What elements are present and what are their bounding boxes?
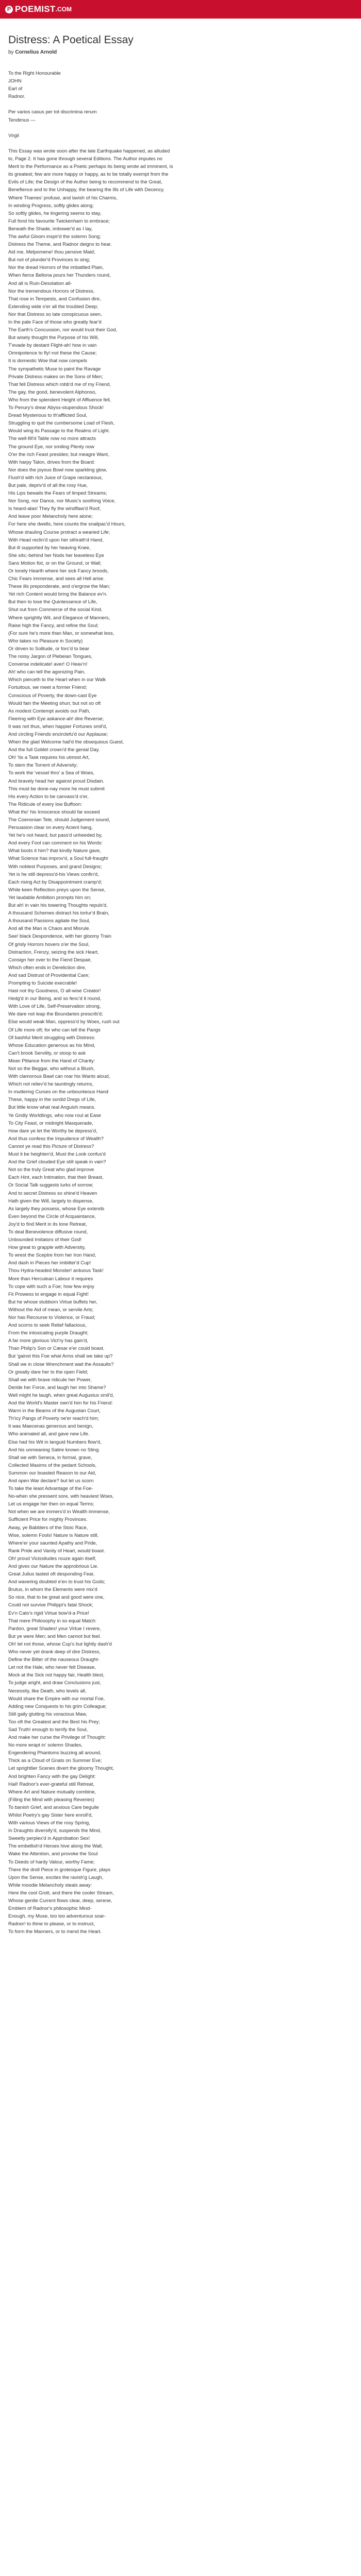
poem-line: Oh! proud Vicissitudes rouze again itself, xyxy=(8,1555,96,1562)
poem-line: Which pierceth to the Heart when in our Walk xyxy=(8,677,106,683)
poem-line: Rank Pride and Vanity of Heart, would boast. xyxy=(8,1548,105,1554)
poem-line: Let us engage her then on equal Terms; xyxy=(8,1501,94,1507)
poem-line: And bravely head her against proud Disdain. xyxy=(8,778,105,784)
poem-line: For here she dwells, here counts the snailpac'd Hours, xyxy=(8,521,126,528)
poem-line: Upon the Sense, excites the ravish'g Laugh, xyxy=(8,1874,104,1880)
poem-line: Without the Aid of mean, or servile Arts; xyxy=(8,1307,94,1313)
poem-line: Would wing its Passage to the Realms of Light. xyxy=(8,428,110,434)
poem-line: Than Philip's Son or Cæsar e'er could boast. xyxy=(8,1346,105,1352)
poem-line: Private Distress makes on the Sons of Men; xyxy=(8,374,103,380)
poem-line: The sympathetic Muse to paint the Ravage xyxy=(8,366,101,372)
poem-line: Not so the Beggar, who without a Blush, xyxy=(8,1066,95,1072)
poem-line: No more wrapt in' solemn Shades, xyxy=(8,1742,83,1749)
poem-line: Radnor! to thine to please, or to instruct, xyxy=(8,1921,95,1927)
poem-line: The awful Gloom inspir'd the solemn Song; xyxy=(8,233,101,240)
poem-line: Each rising Act by Disappointment cramp'd; xyxy=(8,879,102,885)
poem-line: Where Art and Nature mutually combine, xyxy=(8,1789,96,1795)
stanza-break xyxy=(8,100,353,108)
logo-icon: P xyxy=(5,6,13,13)
poem-line: Which often ends in Dereliction dire, xyxy=(8,964,87,971)
poem-line: T'evade by destant Flight-ah! how in vain xyxy=(8,343,97,349)
poem-line: Yet laudable Ambition prompts him on; xyxy=(8,894,91,901)
poem-line: Here the cool Grott, and there the cooler Stream, xyxy=(8,1890,114,1896)
poem-line: Not when we are immers'd in Wealth immense, xyxy=(8,1509,110,1515)
poem-line: Else had his Wit in languid Numbers flow'd, xyxy=(8,1439,102,1445)
poem-line: To City Feast, or midnight Masquerade, xyxy=(8,1120,93,1126)
poem-line: To form the Manners, or to mend the Heart. xyxy=(8,1929,102,1935)
poem-line: And gives our Nature the approbrious Lie. xyxy=(8,1564,99,1569)
poem-line: Consign her over to the Fiend Despair, xyxy=(8,957,92,963)
poem-line: Converse indelicate! aver! O Heav'n! xyxy=(8,662,88,668)
dedication-line: Earl of xyxy=(8,86,23,92)
poem-line: Summon our boasted Reason to our Aid, xyxy=(8,1470,96,1476)
poem-line: And make her curse the Privilege of Thought: xyxy=(8,1735,106,1741)
poem-line: Dread Mysterious to th'afflicted Soul, xyxy=(8,413,88,419)
poem-line: Must it be heighten'd, Must the Look confus'd xyxy=(8,1151,106,1158)
poem-line: But then to lose the Quintessence of Life, xyxy=(8,599,97,605)
poem-line: To cope with such a Foe; how few enjoy xyxy=(8,1283,94,1290)
poem-line: Whose drauling Course protract a wearied Life; xyxy=(8,529,110,535)
poem-line: Hail! Radnor's ever-grateful still Retreat, xyxy=(8,1781,95,1787)
poem-line: In winding Progress, softly glides along; xyxy=(8,202,94,209)
poem-line: Whose gentle Current flows clear, deep, serene, xyxy=(8,1898,112,1904)
poem-line: Define the Bitter of the nauseous Draught- xyxy=(8,1657,100,1663)
poem-line: Sad Truth! enough to terrify the Soul, xyxy=(8,1726,88,1733)
poem-line: The embellish'd Heroes hive along the Wall, xyxy=(8,1843,103,1850)
poem-line: But ah! in vain his towering Thoughts repuls'd, xyxy=(8,903,108,909)
poem-line: From the intoxicating purple Draught; xyxy=(8,1330,89,1336)
poem-line: To wrest the Sceptre from her Iron Hand, xyxy=(8,1252,96,1259)
poem-line: Whilst Poetry's gay Sister here enroll'd, xyxy=(8,1812,93,1818)
poem-line: Chic Fears immense, and sees all Hell arise. xyxy=(8,576,105,582)
poem-line: And open War declare? but let us scorn xyxy=(8,1478,94,1484)
poem-line: Where sprightly Wit, and Elegance of Manners, xyxy=(8,615,110,621)
poem-line: And circling Friends encirclefu'd our Applause; xyxy=(8,731,108,737)
poem-line: There the droll Piece in grotesque Figure, plays xyxy=(8,1867,111,1873)
poem-line: Extending wide o'er all the troubled Deep; xyxy=(8,303,99,310)
poem-line: Warm in the Beams of the Augustan Court, xyxy=(8,1408,101,1414)
poem-line: Too oft the Greatest and the Best his Prey; xyxy=(8,1719,100,1725)
poem-line: Oh! 'tis a Task requires his utmost Art, xyxy=(8,755,90,761)
poem-line: Ev'n Cato's rigid Virtue bow'd-a Price! xyxy=(8,1610,89,1616)
poem-line: Can't brook Servility, or stoop to ask xyxy=(8,1050,86,1056)
poem-line: Oh! let not those, whose Cup's but lightly dash'd xyxy=(8,1641,112,1647)
poem-line: And all is Ruin-Desolation all- xyxy=(8,280,72,286)
poem-line: Necessity, like Death, who levels all, xyxy=(8,1688,87,1694)
poem-line: So nice, that to be great and good were one, xyxy=(8,1595,105,1601)
poem-line: To banish Grief, and anxious Care beguile xyxy=(8,1804,99,1810)
poem-line: Is heard-alas! They fly the windflaw'd Roof, xyxy=(8,506,101,512)
poem-line: Th'icy Pangs of Poverty ne'er reach'd him; xyxy=(8,1416,99,1422)
poem-line: Of Life more oft; for who can tell the Pangs xyxy=(8,1027,101,1033)
poem-line: The Coenonian Tele, should Judgement sound, xyxy=(8,817,110,823)
poem-line: And wavering doubted e'en to trust his Gods; xyxy=(8,1579,106,1585)
poem-line: The noisy Jargon of Plebeian Tongues, xyxy=(8,654,92,660)
poem-line: To Penury's drear Abyss-stupendous Shock! xyxy=(8,405,104,411)
stanza-break xyxy=(8,140,353,147)
poem-line: Flush'd with rich Juice of Grape nectareous, xyxy=(8,474,103,481)
poem-line: Cannot ye read this Picture of Distress? xyxy=(8,1143,94,1149)
poem-line: These ills preponderate, and o'ergrow the Man; xyxy=(8,584,110,590)
poem-line: Nor does the joyous Bowl now sparkling glow, xyxy=(8,467,107,473)
logo-text: POEMIST xyxy=(15,4,56,14)
poem-line: Shut out from Commerce of the social Kind, xyxy=(8,607,103,613)
poem-line: These, happy in the sordid Dregs of Life, xyxy=(8,1097,96,1103)
poem-line: A far more glorious Vict'ry has gain'd, xyxy=(8,1338,89,1344)
logo-suffix: .COM xyxy=(55,6,72,13)
poem-line: And to secret Distress so shine'd Heaven xyxy=(8,1190,97,1196)
poem-line: Or lonely Hearth where her sick Fancy broods, xyxy=(8,568,109,574)
poem-line: And brighten Fancy with the gay Delight: xyxy=(8,1773,96,1780)
poem-line: Distress the Theme, and Radnor deigns to hear. xyxy=(8,242,112,248)
poem-line: Conscious of Poverty, the down-cast Eye xyxy=(8,692,97,699)
poem-line: The Ridicule of every low Buffoon: xyxy=(8,801,83,807)
poem-line: Hedg'd in our Being, and so fenc'd it round, xyxy=(8,996,102,1002)
poem-line: its greatest; few are more happy or happy, as to be totally exempt from the xyxy=(8,172,169,178)
poem-line: But little know what real Anguish means. xyxy=(8,1105,95,1111)
poem-line: No-when she pressent sore, with heaviest Woes, xyxy=(8,1494,114,1500)
poem-line: It is domestic Woe that now compels xyxy=(8,358,87,364)
poem-line: As largely they possess, whose Eye extends xyxy=(8,1206,105,1212)
poem-line: Unbounded Imitators of their God! xyxy=(8,1237,82,1243)
poem-line: Brutus, in whom the Elements were mix'd xyxy=(8,1587,97,1593)
poem-line: So softly glides, he lingering seems to stay, xyxy=(8,210,102,216)
epigraph-source: Virgil xyxy=(8,132,19,139)
poem-line: Wise, solemn Fools! Nature is Nature still, xyxy=(8,1532,99,1538)
poem-title: Distress: A Poetical Essay xyxy=(8,34,134,46)
dedication-line: To the Right Honourable xyxy=(8,71,61,76)
poem-line: And every Fool can comment on his Words: xyxy=(8,840,103,846)
byline xyxy=(8,49,353,55)
poem-line: The Earth's Concussion, nor would trust their God, xyxy=(8,327,118,333)
poem-line: And sad Distrust of Providential Care; xyxy=(8,972,90,978)
poem-line: Ye Gridly Worldlings, who now roul at Ease xyxy=(8,1112,101,1118)
poem-line: Omnipotence to fly!-not these the Cause; xyxy=(8,350,97,357)
poem-line: Sweetly perplex'd in Approbation Sex! xyxy=(8,1836,90,1842)
poem-line: Shall we in close Wrenchment wait the Assaults? xyxy=(8,1361,114,1367)
poem-line: Emblem of Radnor's philosophic Mind- xyxy=(8,1906,92,1912)
poem-line: Nor the dread Horrors of the imbattled Plain, xyxy=(8,265,104,271)
poem-line: To Deeds of hardy Valour, worthy Fame; xyxy=(8,1859,95,1865)
poem-line: Let sprightlier Scenes divert the gloomy Thought, xyxy=(8,1766,114,1772)
epigraph-line: Tendimus — xyxy=(8,117,36,123)
poem-line: It was Maecenas generous and benign, xyxy=(8,1423,93,1430)
poem-line: Full fond his favourite Twickenham to embrace; xyxy=(8,218,110,224)
poem-line: How dare ye let the Worthy be depress'd, xyxy=(8,1128,97,1134)
poem-line: Who from the splendent Height of Affluence fell, xyxy=(8,397,111,403)
poem-line: But 'gainst this Foe what Arms shall we take up? xyxy=(8,1353,113,1360)
poem-line: Raise high the Fancy, and refine the Soul; xyxy=(8,622,99,629)
poem-line: Persuasion clear on every Acient hang, xyxy=(8,825,93,831)
poem-line: While keen Reflection preys upon the Sense, xyxy=(8,887,106,893)
poem-line: And the Grief clouded Eye still speak in vain? xyxy=(8,1159,106,1165)
poem-line: That mere Philosophy in so equal Match: xyxy=(8,1618,97,1624)
stanza-break xyxy=(8,124,353,132)
poem-line: Nor the tremendous Horrors of Distress, xyxy=(8,288,95,294)
poem-line: This must be done-nay more he must submit xyxy=(8,786,105,792)
poem-line: But ill supported by her heaving Knee, xyxy=(8,545,91,551)
poem-line: Would share the Empire with our mortal Foe, xyxy=(8,1696,105,1702)
poem-line: To take the least Advantage of the Foe- xyxy=(8,1486,93,1492)
poem-line: Joy'd to find Merit in its lone Retreat, xyxy=(8,1221,87,1227)
poem-line: This Essay was wrote soon after the late Earthquake happened, as alluded xyxy=(8,148,170,154)
poem-line: And dash in Pieces her imbitter'd Cup! xyxy=(8,1260,91,1266)
poem-line: Ah! who can tell the agonizing Pain, xyxy=(8,669,86,675)
poem-line: How great to grapple with Adversity, xyxy=(8,1245,86,1251)
poem-line: A thousand Passions agitate the Soul, xyxy=(8,918,90,924)
dedication-line: JOHN xyxy=(8,78,22,84)
poem-line: Evils of Life; the Design of the Author being to recommend to the Great, xyxy=(8,179,162,185)
poem-line: Thou Hydra-headed Monster! arduous Task! xyxy=(8,1268,104,1274)
poem-line: And the full Goblet crown'd the genial Day. xyxy=(8,747,100,753)
poem-line: Could not survive Philippi's fatal Shock; xyxy=(8,1602,93,1608)
poem-line: Collected Maxims of the pedant Schools, xyxy=(8,1462,97,1468)
poem-line: Even beyond the Circle of Acquaintance, xyxy=(8,1213,96,1219)
poem-line: Sufficient Price for mighty Provinces. xyxy=(8,1517,88,1523)
poem-line: Not so the truly Great who glad improve xyxy=(8,1167,94,1173)
poem-container xyxy=(0,19,361,1936)
poem-line: Yet rich Content would bring the Balance ev'n. xyxy=(8,591,108,598)
poem-line: Mock at the Sick not happy fair, Health blest, xyxy=(8,1672,105,1679)
by-label: by xyxy=(8,49,14,55)
poem-line: Mean Pittance from the Hand of Charity: xyxy=(8,1058,95,1064)
poem-line: She sits;-behind her Nods her leaveless Eye xyxy=(8,552,104,558)
poem-line: But not of plunder'd Provinces to sing; xyxy=(8,257,90,263)
poem-line: Or driven to Solitude, or forc'd to bear xyxy=(8,646,90,652)
poem-line: Shall we with brave ridicule her Power, xyxy=(8,1377,92,1383)
poem-line: To stem the Torrent of Adversity; xyxy=(8,762,78,769)
poem-line: Of grisly Horrors hovers o'er the Soul, xyxy=(8,941,90,947)
poem-line: To deal Benevolence diffusive round, xyxy=(8,1229,88,1235)
poem-line: Where'er your saunted Apathy and Pride, xyxy=(8,1540,97,1546)
site-logo[interactable] xyxy=(5,4,72,14)
poem-line: Fleering with Eye askance-ah! dire Reverse; xyxy=(8,716,104,722)
poem-line: To judge aright, and draw Conclusions just, xyxy=(8,1680,101,1686)
poem-line: Yet is he still depress'd-his Views confin'd, xyxy=(8,871,99,877)
poem-body xyxy=(8,70,353,1936)
poem-line: In the pale Face of those who greatly fear'd xyxy=(8,319,102,325)
poem-line: Enough, my Muse, too too adventurous soar- xyxy=(8,1913,106,1920)
poem-line: Adding new Conquests to his grim Colleague; xyxy=(8,1703,107,1709)
author-link[interactable]: Cornelius Arnold xyxy=(15,49,57,55)
poem-line: Who animated all, and gave new Life. xyxy=(8,1431,90,1437)
poem-line: As modest Contempt avoids our Path, xyxy=(8,708,90,714)
poem-line: The gay, the good, benevolent Alphonso, xyxy=(8,389,96,395)
poem-line: Great Julius tasted oft desponding Fear, xyxy=(8,1571,95,1578)
poem-line: But he whose stubborn Virtue buffets her, xyxy=(8,1299,97,1305)
poem-line: Or greatly dare her to the open Field; xyxy=(8,1369,88,1375)
poem-line: What Science has improv'd, a Soul full-fraught xyxy=(8,856,108,862)
site-header xyxy=(0,0,361,19)
poem-line: But wisely thought the Purpose of his Will, xyxy=(8,335,99,341)
poem-line: Let not the Hale, who never felt Disease, xyxy=(8,1665,96,1671)
poem-line: Where Thames' profuse, and lavish of his Charms, xyxy=(8,195,118,201)
poem-line: Would fain the Meeting shun; but not so oft xyxy=(8,700,101,706)
poem-line: In Draughts diversify'd, suspends the Mind, xyxy=(8,1828,102,1834)
poem-line: His Lips bewails the Fears of limped Streams; xyxy=(8,490,107,497)
poem-line: Sans Motion fixt, or on the Ground, or Wall; xyxy=(8,560,102,566)
poem-line: Hath given the Will, largely to dispense, xyxy=(8,1198,94,1204)
poem-line: But ye were Men; and Men cannot but feel. xyxy=(8,1633,101,1639)
poem-line: Engendering Phantoms buzzing all around, xyxy=(8,1750,102,1756)
poem-line: And the World's Master own'd him for his Friend: xyxy=(8,1400,113,1406)
poem-line: The ground Eye, nor smiling Plenty now xyxy=(8,444,94,450)
poem-line: Which not reliev'd he tauntingly returns, xyxy=(8,1081,93,1088)
poem-line: In muttering Curses on the unbounteous Hand: xyxy=(8,1089,110,1095)
poem-line: Shall we with Seneca, in formal, grave, xyxy=(8,1454,92,1461)
poem-line: But pale, depriv'd of all the rosy Hue, xyxy=(8,482,88,488)
poem-line: Prompting to Suicide execrable! xyxy=(8,980,77,986)
poem-line: And his unmeaning Satire known no Sting. xyxy=(8,1447,100,1453)
poem-line: Hast not thy Goodness, O all-wise Creator! xyxy=(8,988,101,994)
poem-line: (Filling the Mind with pleasing Reveries) xyxy=(8,1797,94,1803)
poem-line: With noblest Purposes, and grand Designs; xyxy=(8,863,102,870)
poem-line: What boots it him? that kindly Nature gave, xyxy=(8,848,101,854)
poem-line: And all the Man is Chaos and Misrule. xyxy=(8,926,90,932)
poem-line: More than Herculean Labour it requires xyxy=(8,1276,93,1282)
poem-line: With Head reclin'd upon her sithrath'd Hand, xyxy=(8,537,104,543)
poem-line: Away, ye Babblers of the Stoic Race, xyxy=(8,1524,88,1531)
poem-line: And thus confess the Impudence of Wealth? xyxy=(8,1136,104,1142)
poem-line: When the glad Welcome hail'd the obsequious Guest, xyxy=(8,739,124,745)
poem-line: The well-fill'd Table now no more attracts xyxy=(8,436,96,442)
poem-line: A thousand Schemes distract his tortur'd Brain, xyxy=(8,910,109,917)
epigraph-line: Per varios casus per tot discrimina rerum xyxy=(8,109,97,115)
poem-line: That fell Distress which robb'd me of my Friend, xyxy=(8,381,111,387)
poem-line: With Love of Life, Self-Preservation strong, xyxy=(8,1004,101,1010)
poem-line: Wake the Attention, and provoke the Soul xyxy=(8,1851,98,1857)
poem-line: Each Hint, each Intimation, that their Breast, xyxy=(8,1175,104,1181)
poem-line: Merit to the Performance as a Poetic perhaps its being wrote ad imminent, is xyxy=(8,164,173,170)
dedication-line: Radnor. xyxy=(8,94,26,100)
poem-line: And scorns to seek Relief fallacious, xyxy=(8,1323,87,1329)
poem-line: Distraction, Frenzy, seizing the sick Heart, xyxy=(8,949,99,955)
poem-line: See! black Despondence, with her gloomy Train xyxy=(8,934,111,940)
poem-line: While moodie Melancholy steals away: xyxy=(8,1882,92,1888)
poem-line: With various Views of the rosy Spring, xyxy=(8,1820,90,1826)
poem-line: What tho' his Innocence should far exceed xyxy=(8,809,100,815)
poem-line: Or Social Talk suggests lurks of sorrow; xyxy=(8,1182,94,1189)
poem-line: It was not thus, when happier Fortunes smil'd, xyxy=(8,723,107,730)
poem-line: Thick as a Cloud of Gnats on Summer Eve; xyxy=(8,1758,102,1764)
poem-line: to, Page 2. It has gone through several Editions. The Author imputes no xyxy=(8,156,162,162)
poem-line: Aid me, Melpomene! thou pensive Maid; xyxy=(8,249,95,256)
poem-line: Else would weak Man, oppress'd by Woes, rush out xyxy=(8,1019,120,1025)
poem-line: Who never yet drank deep of dire Distress, xyxy=(8,1649,101,1655)
poem-line: Yet he's not heard, but pass'd unheeded by, xyxy=(8,833,103,839)
poem-line: That rose in Tempests, and Confusion dire, xyxy=(8,296,101,302)
poem-line: Well might he laugh, when great Augustus smil'd, xyxy=(8,1392,114,1398)
poem-line: His every Action to be canvass'd o'er, xyxy=(8,793,89,800)
poem-line: Benefience and to the Unhappy, the bearing the Ills of Life with Decency. xyxy=(8,187,165,193)
poem-line: Nor has Recourse to Violence, or Fraud; xyxy=(8,1315,95,1320)
poem-line: Fortuitous, we meet a former Friend; xyxy=(8,685,87,691)
poem-line: Nor that Distress so late conspicuous seen, xyxy=(8,311,102,317)
poem-line: To work the 'vessel thro' a Sea of Woes, xyxy=(8,770,95,776)
poem-line: Struggling to quit the cumbersome Load of Flesh, xyxy=(8,420,115,427)
poem-line: Fit Prowess to engage in equal Fight! xyxy=(8,1291,89,1297)
poem-line: Whose Education generous as his Mind, xyxy=(8,1042,95,1048)
poem-line: And leave poor Melancholy here alone; xyxy=(8,514,93,520)
poem-line: When fierce Bellona pours her Thunders round, xyxy=(8,273,111,279)
poem-line: Beneath the Shade, imbower'd as I lay, xyxy=(8,226,93,232)
poem-line: With clamorous Bawl can roar his Wants aloud, xyxy=(8,1074,110,1080)
poem-line: Pardon, great Shades! your Virtue I revere, xyxy=(8,1625,101,1632)
poem-line: With harpy Talon, drives from the Board: xyxy=(8,459,95,465)
poem-line: Still gaily glutting his voracious Maw, xyxy=(8,1711,87,1717)
poem-line: Deride her Force, and laugh her into Shame? xyxy=(8,1384,106,1391)
poem-line: (For sure he's more than Man, or somewhat less, xyxy=(8,630,114,636)
poem-line: O'er the rich Feast presides; but meagre Want, xyxy=(8,451,109,457)
poem-line: We dare not leap the Boundaries prescrib'd; xyxy=(8,1011,103,1018)
poem-lines xyxy=(8,147,353,1936)
poem-line: Who takes no Pleasure in Society) xyxy=(8,638,83,644)
poem-line: Nor Song, nor Dance, nor Music's soothing Voice, xyxy=(8,498,116,504)
poem-line: Of bashful Merit struggling with Distress: xyxy=(8,1035,95,1041)
